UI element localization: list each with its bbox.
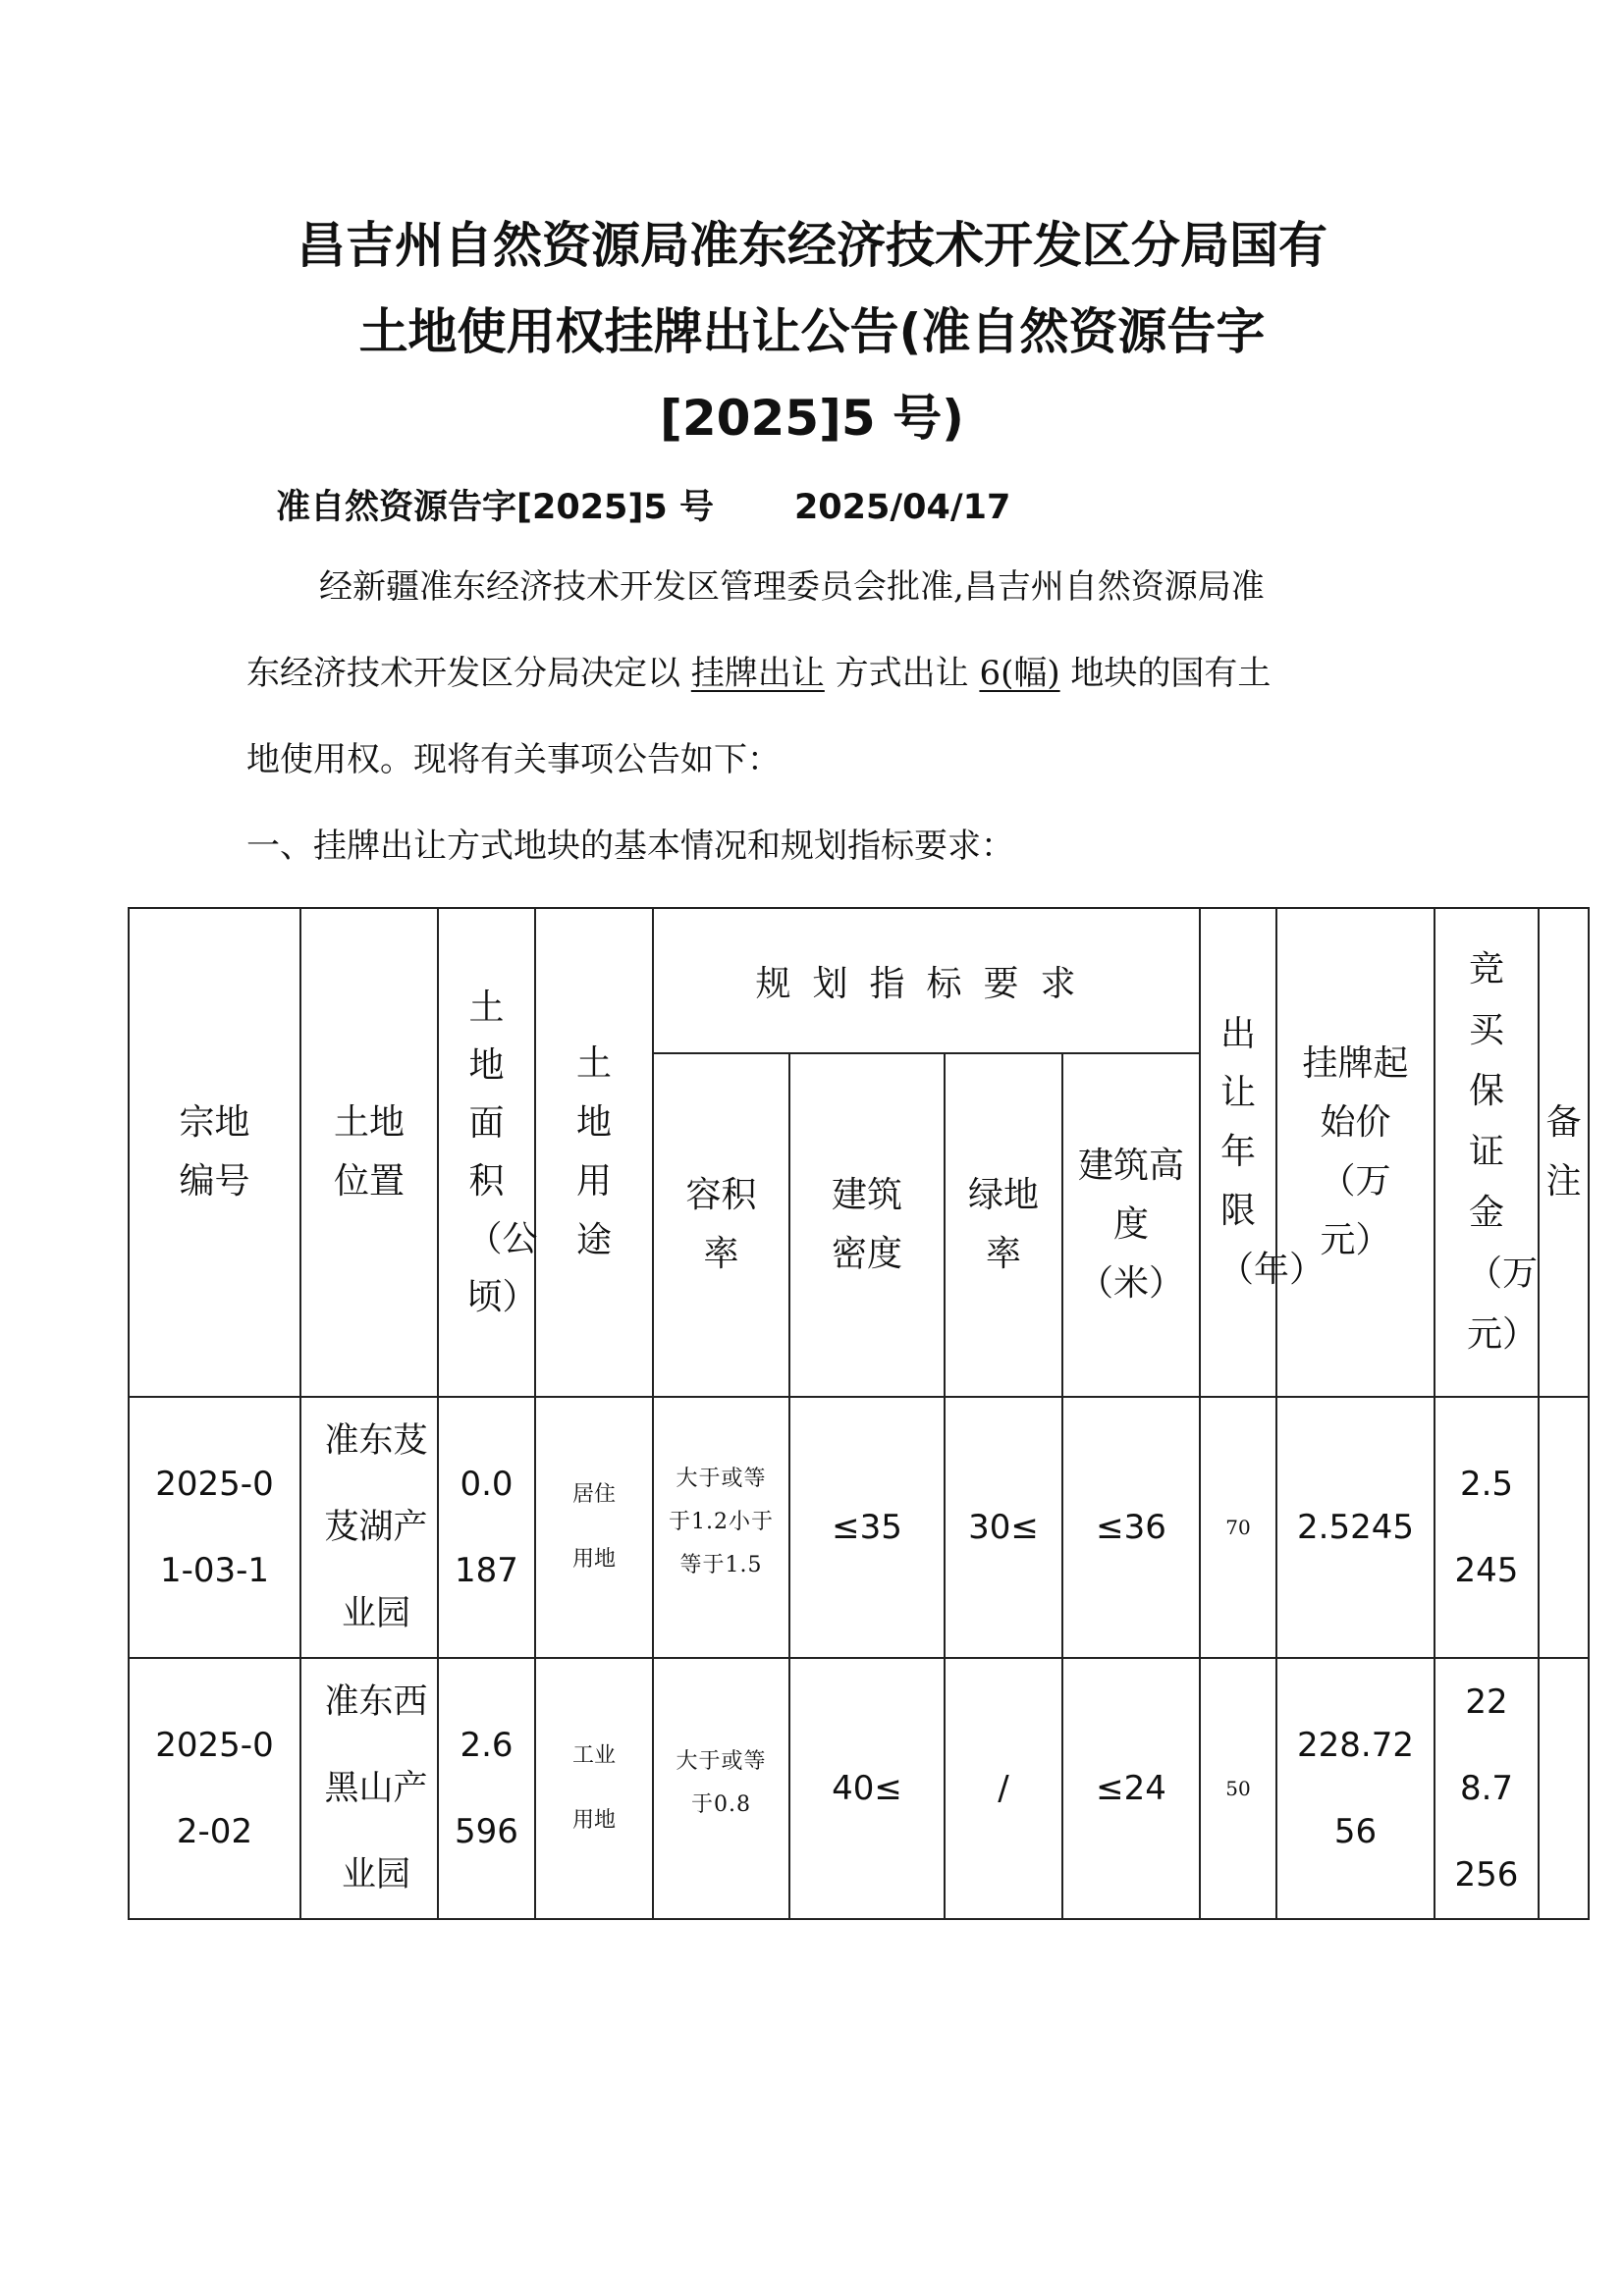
title-line-3: [2025]5 号) [660, 390, 964, 447]
cell-density: 40≤ [789, 1658, 945, 1919]
cell-term: 70 [1200, 1397, 1276, 1658]
cell-deposit: 228.7256 [1435, 1658, 1539, 1919]
cell-deposit: 2.5245 [1435, 1397, 1539, 1658]
cell-green: 30≤ [945, 1397, 1062, 1658]
table-row [129, 1397, 1589, 1658]
cell-parcel-no: 2025-02-02 [129, 1658, 300, 1919]
title-line-1: 昌吉州自然资源局准东经济技术开发区分局国有 [297, 217, 1327, 274]
cell-use: 工业用地 [535, 1658, 653, 1919]
land-parcel-table [128, 907, 1590, 1920]
cell-location: 准东芨芨湖产业园 [300, 1397, 438, 1658]
header-location: 土地位置 [300, 908, 438, 1397]
cell-far: 大于或等于1.2小于等于1.5 [653, 1397, 789, 1658]
cell-green: / [945, 1658, 1062, 1919]
cell-remark [1539, 1658, 1589, 1919]
parcel-count: 6(幅) [979, 654, 1060, 693]
transfer-method: 挂牌出让 [690, 654, 825, 693]
cell-use: 居住用地 [535, 1397, 653, 1658]
intro-line-2-mid: 方式出让 [824, 654, 980, 693]
title-line-2: 土地使用权挂牌出让公告(准自然资源告字 [358, 303, 1266, 360]
header-green: 绿地率 [945, 1053, 1062, 1397]
cell-location: 准东西黑山产业园 [300, 1658, 438, 1919]
header-parcel-no: 宗地编号 [129, 908, 300, 1397]
cell-density: ≤35 [789, 1397, 945, 1658]
cell-term: 50 [1200, 1658, 1276, 1919]
header-area: 土地面积（公顷） [438, 908, 535, 1397]
doc-date: 2025/04/17 [793, 488, 1011, 527]
cell-far: 大于或等于0.8 [653, 1658, 789, 1919]
intro-line-3: 地使用权。现将有关事项公告如下： [246, 740, 781, 779]
header-start-price: 挂牌起始价（万元） [1276, 908, 1435, 1397]
cell-start-price: 2.5245 [1276, 1397, 1435, 1658]
doc-number-line [276, 481, 1010, 534]
intro-line-2 [246, 630, 1385, 717]
cell-start-price: 228.7256 [1276, 1658, 1435, 1919]
header-planning-indicators: 规划指标要求 [653, 908, 1200, 1053]
header-density: 建筑密度 [789, 1053, 945, 1397]
section-1-heading: 一、挂牌出让方式地块的基本情况和规划指标要求： [246, 827, 1014, 866]
table-row [129, 1658, 1589, 1919]
cell-area: 2.6596 [438, 1658, 535, 1919]
cell-remark [1539, 1397, 1589, 1658]
cell-parcel-no: 2025-01-03-1 [129, 1397, 300, 1658]
intro-line-2-pre: 东经济技术开发区分局决定以 [246, 654, 691, 693]
header-height: 建筑高度（米） [1062, 1053, 1200, 1397]
header-term: 出让年限（年） [1200, 908, 1276, 1397]
header-deposit: 竞买保证金（万元） [1435, 908, 1539, 1397]
header-use: 土地用途 [535, 908, 653, 1397]
intro-line-1: 经新疆准东经济技术开发区管理委员会批准,昌吉州自然资源局准 [319, 567, 1265, 607]
intro-line-2-post: 地块的国有土 [1059, 654, 1272, 693]
doc-number: 准自然资源告字[2025]5 号 [276, 488, 714, 527]
cell-area: 0.0187 [438, 1397, 535, 1658]
cell-height: ≤24 [1062, 1658, 1200, 1919]
header-far: 容积率 [653, 1053, 789, 1397]
cell-height: ≤36 [1062, 1397, 1200, 1658]
header-remark: 备注 [1539, 908, 1589, 1397]
